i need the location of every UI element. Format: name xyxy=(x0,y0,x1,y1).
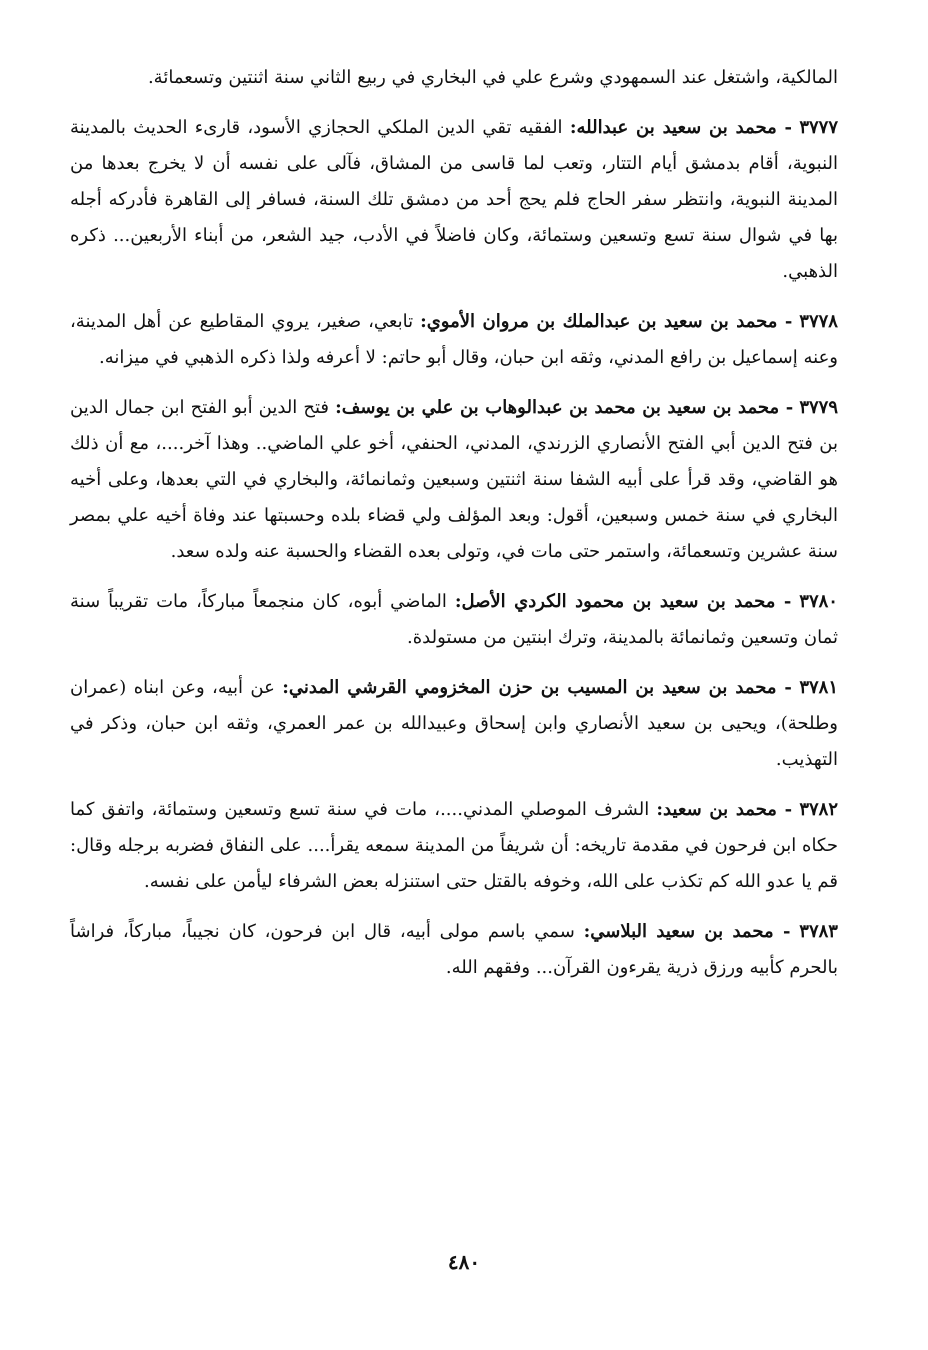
entry-dash: - xyxy=(776,677,792,698)
entry-3781 xyxy=(70,670,838,778)
entry-3777 xyxy=(70,110,838,290)
entry-text: الماضي أبوه، كان منجمعاً مباركاً، مات تقريباً سنة ثمان وتسعين وثمانمائة بالمدينة، وترك ابنتين من مستولدة. xyxy=(70,591,838,648)
entry-heading: محمد بن سعيد بن المسيب بن حزن المخزومي القرشي المدني: xyxy=(282,677,777,698)
entry-number: ٣٧٨١ xyxy=(799,677,838,698)
entry-dash: - xyxy=(777,311,793,332)
entry-number: ٣٧٧٨ xyxy=(799,311,838,332)
entry-heading: محمد بن سعيد بن عبدالملك بن مروان الأموي: xyxy=(420,311,778,332)
entry-number: ٣٧٨٢ xyxy=(799,799,838,820)
entry-dash: - xyxy=(776,799,793,820)
entry-heading: محمد بن سعيد: xyxy=(656,799,777,820)
entry-text: الفقيه تقي الدين الملكي الحجازي الأسود، قارىء الحديث بالمدينة النبوية، أقام بدمشق أيام التتار، وتعب لما قاسى من المشاق، فآلى على نفسه أن لا يخرج بعدها من المدينة النبوية، وانتظر سفر الحاج فلم يحج أحد من دمشق تلك السنة، فسافر إلى القاهرة فأدركه أجله بها في شوال سنة تسع وتسعين وستمائة، وكان فاضلاً في الأدب، جيد الشعر، من أبناء الأربعين... ذكره الذهبي. xyxy=(70,117,838,282)
entry-number: ٣٧٨٠ xyxy=(799,591,838,612)
entry-3780 xyxy=(70,584,838,656)
entry-dash: - xyxy=(773,921,791,942)
entry-3779 xyxy=(70,390,838,570)
page-content xyxy=(70,60,838,1290)
entry-heading: محمد بن سعيد البلاسي: xyxy=(583,921,774,942)
entry-number: ٣٧٨٣ xyxy=(799,921,838,942)
entry-3782 xyxy=(70,792,838,900)
entry-number: ٣٧٧٧ xyxy=(799,117,838,138)
entry-text: سمي باسم مولى أبيه، قال ابن فرحون، كان نجيباً، مباركاً، فراشاً بالحرم كأبيه ورزق ذرية يقرءون القرآن... وفقهم الله. xyxy=(70,921,838,978)
entry-heading: محمد بن سعيد بن محمود الكردي الأصل: xyxy=(454,591,776,612)
page-number: ٤٨٠ xyxy=(447,1250,481,1274)
entry-text: تابعي، صغير، يروي المقاطيع عن أهل المدينة، وعنه إسماعيل بن رافع المدني، وثقه ابن حبان، وقال أبو حاتم: لا أعرفه ولذا ذكره الذهبي في ميزانه. xyxy=(70,311,838,368)
entry-heading: محمد بن سعيد بن عبدالله: xyxy=(569,117,777,138)
entry-heading: محمد بن سعيد بن محمد بن عبدالوهاب بن علي بن يوسف: xyxy=(335,397,780,418)
entry-dash: - xyxy=(779,397,794,418)
intro-paragraph: المالكية، واشتغل عند السمهودي وشرع علي في البخاري في ربيع الثاني سنة اثنتين وتسعمائة. xyxy=(147,67,838,88)
entry-number: ٣٧٧٩ xyxy=(799,397,838,418)
entry-dash: - xyxy=(776,117,793,138)
entry-text: عن أبيه، وعن ابناه (عمران وطلحة)، ويحيى بن سعيد الأنصاري وابن إسحاق وعبيدالله بن عمر العمري، وثقه ابن حبان، وذكر في التهذيب. xyxy=(70,677,838,770)
entry-dash: - xyxy=(775,591,792,612)
entry-text: فتح الدين أبو الفتح ابن جمال الدين بن فتح الدين أبي الفتح الأنصاري الزرندي، المدني، الحنفي، أخو علي الماضي.. وهذا آخر....، مع أن ذلك هو القاضي، وقد قرأ على أبيه الشفا سنة اثنتين وسبعين وثمانمائة، والبخاري في التي بعدها، وعلى أخيه البخاري في سنة خمس وسبعين، أقول: وبعد المؤلف ولي قضاء بلده وحسبتها عند وفاة أخيه علي بمصر سنة عشرين وتسعمائة، واستمر حتى مات في، وتولى بعده القضاء والحسبة عنه ولده سعد. xyxy=(70,397,838,562)
entry-3778 xyxy=(70,304,838,376)
entry-text: الشرف الموصلي المدني....، مات في سنة تسع وتسعين وستمائة، واتفق كما حكاه ابن فرحون في مقدمة تاريخه: أن شريفاً من المدينة سمعه يقرأ.... على النفاق فضربه برجله وقال: قم يا عدو الله كم تكذب على الله، وخوفه بالقتل حتى استنزله بعض الشرفاء ليأمن على نفسه. xyxy=(70,799,838,892)
entry-3783 xyxy=(70,914,838,986)
